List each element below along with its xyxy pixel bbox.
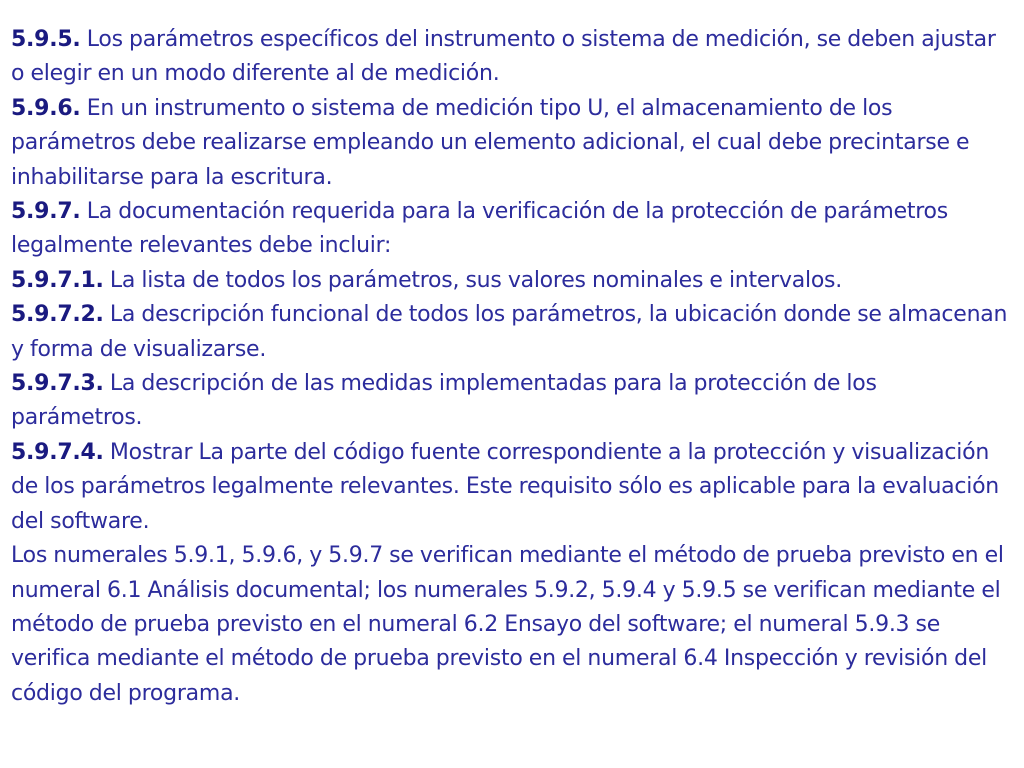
- clause-number: 5.9.7.4.: [11, 439, 104, 465]
- document-page: [11, 23, 1011, 711]
- clause-text: La documentación requerida para la verificación de la protección de parámetros legalmente relevantes debe incluir:: [11, 199, 948, 259]
- clause-text: Los parámetros específicos del instrumento o sistema de medición, se deben ajustar o elegir en un modo diferente al de medición.: [11, 27, 996, 87]
- paragraph-5-9-6: [11, 92, 1011, 195]
- paragraph-5-9-7: [11, 195, 1011, 264]
- clause-number: 5.9.5.: [11, 27, 81, 52]
- paragraph-5-9-7-1: [11, 264, 1011, 298]
- closing-paragraph: Los numerales 5.9.1, 5.9.6, y 5.9.7 se verifican mediante el método de prueba previsto en el numeral 6.1 Análisis documental; los numerales 5.9.2, 5.9.4 y 5.9.5 se verifican mediante el método de prueba previsto en el numeral 6.2 Ensayo del software; el numeral 5.9.3 se verifica mediante el método de prueba previsto en el numeral 6.4 Inspección y revisión del código del programa.: [11, 543, 1004, 706]
- clause-number: 5.9.6.: [11, 95, 81, 121]
- clause-number: 5.9.7.: [11, 199, 81, 225]
- paragraph-5-9-5: [11, 23, 1011, 92]
- paragraph-5-9-7-4: [11, 436, 1011, 539]
- clause-text: En un instrumento o sistema de medición tipo U, el almacenamiento de los parámetros debe realizarse empleando un elemento adicional, el cual debe precintarse e inhabilitarse para la escritura.: [11, 95, 970, 190]
- clause-text: Mostrar La parte del código fuente correspondiente a la protección y visualización de los parámetros legalmente relevantes. Este requisito sólo es aplicable para la evaluación del software.: [11, 439, 999, 534]
- clause-number: 5.9.7.1.: [11, 267, 104, 293]
- clause-number: 5.9.7.3.: [11, 371, 104, 397]
- clause-text: La lista de todos los parámetros, sus valores nominales e intervalos.: [109, 267, 842, 293]
- clause-text: La descripción funcional de todos los parámetros, la ubicación donde se almacenan y forma de visualizarse.: [11, 302, 1008, 362]
- clause-text: La descripción de las medidas implementadas para la protección de los parámetros.: [11, 371, 877, 431]
- paragraph-5-9-7-2: [11, 298, 1011, 367]
- clause-number: 5.9.7.2.: [11, 302, 104, 328]
- paragraph-5-9-7-3: [11, 367, 1011, 436]
